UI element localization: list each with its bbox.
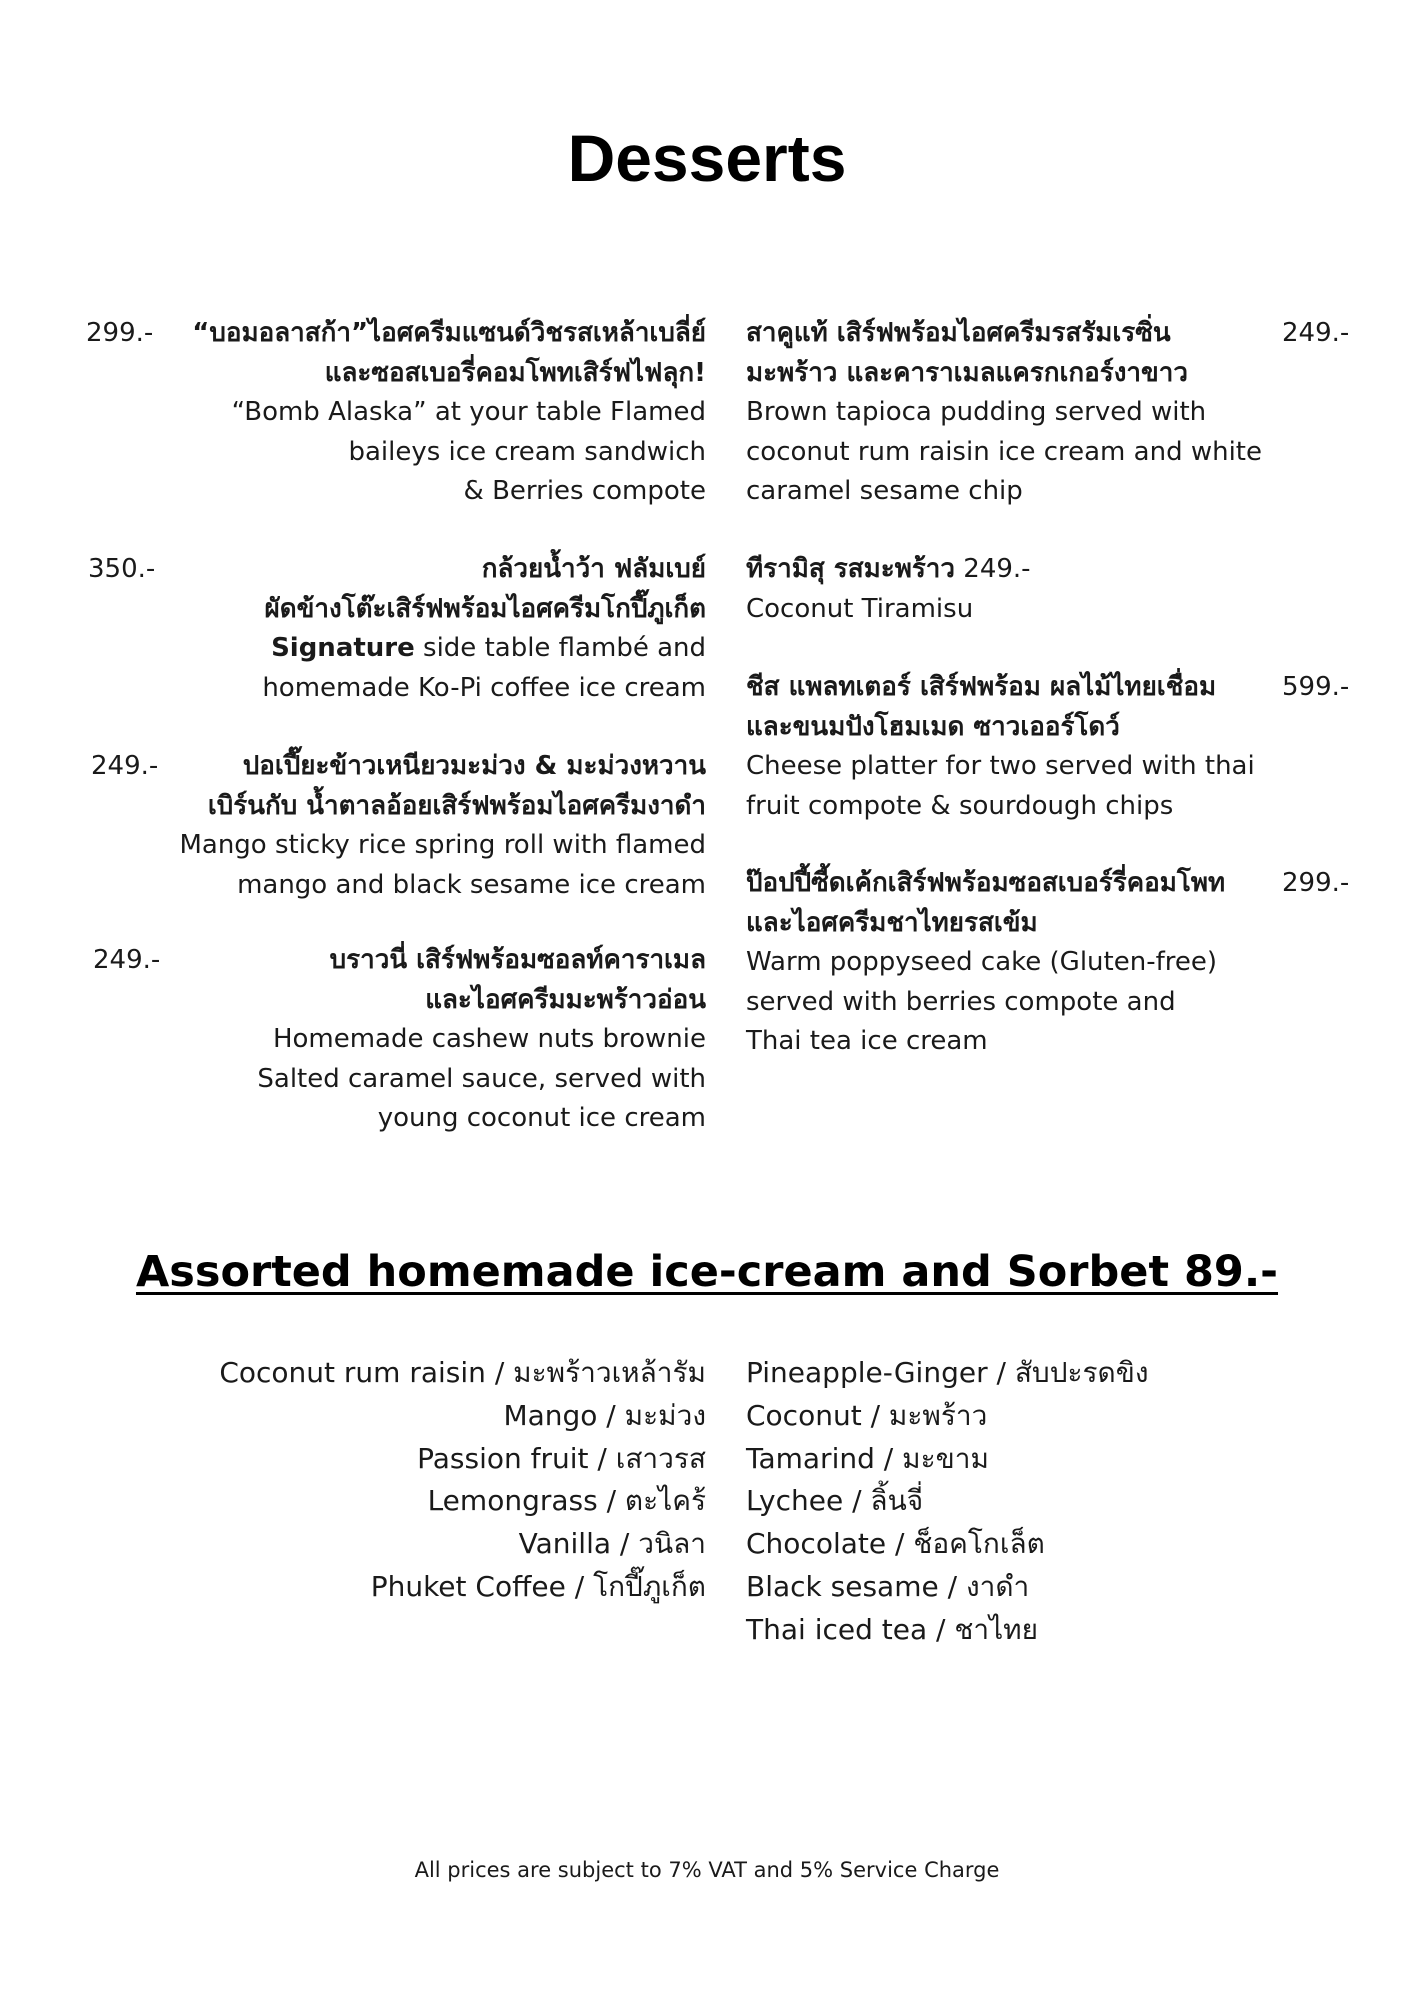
item-thai-name: และไอศครีมมะพร้าวอ่อน bbox=[425, 984, 706, 1015]
flavor-item: Coconut rum raisin / มะพร้าวเหล้ารัม bbox=[219, 1356, 706, 1389]
item-thai-name: และขนมปังโฮมเมด ซาวเออร์โดว์ bbox=[746, 711, 1120, 742]
item-thai-name: บราวนี่ เสิร์ฟพร้อมซอลท์คาราเมล bbox=[329, 945, 706, 975]
flavor-item: Passion fruit / เสาวรส bbox=[417, 1441, 706, 1475]
flavor-item: Lemongrass / ตะไคร้ bbox=[427, 1484, 706, 1518]
item-description: & Berries compote bbox=[463, 476, 706, 506]
flavor-item: Lychee / ลิ้นจี่ bbox=[746, 1484, 924, 1518]
item-thai-name: เบิร์นกับ น้ำตาลอ้อยเสิร์ฟพร้อมไอศครีมงาดำ bbox=[207, 790, 706, 821]
item-thai-name: และไอศครีมชาไทยรสเข้ม bbox=[746, 907, 1038, 938]
menu-item-mango-spring-roll bbox=[146, 747, 706, 905]
item-description: served with berries compote and bbox=[746, 986, 1176, 1017]
item-description: caramel sesame chip bbox=[746, 476, 1023, 506]
menu-item-banana-flambe bbox=[146, 550, 706, 708]
item-thai-name: สาคูแท้ เสิร์ฟพร้อมไอศครีมรสรัมเรซิ่น bbox=[746, 318, 1171, 348]
item-thai-name: และซอสเบอรี่คอมโพทเสิร์ฟไฟลุก! bbox=[324, 357, 706, 388]
item-price: 249.- bbox=[93, 945, 161, 975]
item-description-rest: side table flambé and bbox=[414, 633, 706, 663]
flavor-item: Vanilla / วนิลา bbox=[518, 1527, 706, 1561]
item-thai-name: ผัดข้างโต๊ะเสิร์ฟพร้อมไอศครีมโกปี๊ภูเก็ต bbox=[264, 593, 706, 624]
item-description: coconut rum raisin ice cream and white bbox=[746, 436, 1262, 467]
item-description: Thai tea ice cream bbox=[746, 1026, 988, 1056]
flavor-item: Chocolate / ช็อคโกเล็ต bbox=[746, 1527, 1045, 1561]
item-description: Homemade cashew nuts brownie bbox=[272, 1024, 706, 1054]
flavor-item: Mango / มะม่วง bbox=[503, 1398, 706, 1432]
item-description: Coconut Tiramisu bbox=[746, 593, 974, 624]
flavor-item: Tamarind / มะขาม bbox=[746, 1441, 989, 1475]
item-description: Mango sticky rice spring roll with flamed bbox=[179, 830, 706, 860]
flavor-list-right bbox=[746, 1352, 1286, 1652]
page-title: Desserts bbox=[567, 121, 847, 195]
item-thai-name: ทีรามิสุ รสมะพร้าว bbox=[746, 554, 956, 584]
item-thai-name: ชีส แพลทเตอร์ เสิร์ฟพร้อม ผลไม้ไทยเชื่อม bbox=[746, 672, 1217, 702]
item-description: mango and black sesame ice cream bbox=[237, 869, 706, 900]
flavor-list-left bbox=[166, 1352, 706, 1609]
footer-note: All prices are subject to 7% VAT and 5% Service Charge bbox=[414, 1858, 1000, 1882]
item-thai-name: ป๊อปปี้ซี้ดเค้กเสิร์ฟพร้อมซอสเบอร์รี่คอมโพท bbox=[746, 868, 1226, 898]
item-thai-name: กล้วยน้ำว้า ฟลัมเบย์ bbox=[481, 554, 706, 584]
item-price: 299.- bbox=[1282, 868, 1350, 898]
flavor-item: Pineapple-Ginger / สับปะรดขิง bbox=[746, 1356, 1149, 1389]
item-price: 249.- bbox=[91, 751, 159, 781]
menu-item-cheese-platter bbox=[746, 668, 1286, 826]
flavor-item: Black sesame / งาดำ bbox=[746, 1569, 1030, 1603]
item-description: Brown tapioca pudding served with bbox=[746, 397, 1207, 427]
menu-item-brownie bbox=[146, 941, 706, 1139]
item-description: baileys ice cream sandwich bbox=[348, 436, 706, 467]
section-title-ice-cream: Assorted homemade ice-cream and Sorbet 89.- bbox=[135, 1247, 1279, 1297]
item-description: fruit compote & sourdough chips bbox=[746, 790, 1174, 821]
menu-item-coconut-tiramisu bbox=[746, 550, 1286, 629]
menu-item-poppyseed-cake bbox=[746, 864, 1286, 1062]
item-description: Cheese platter for two served with thai bbox=[746, 751, 1255, 781]
item-thai-name: มะพร้าว และคาราเมลแครกเกอร์งาขาว bbox=[746, 357, 1188, 388]
item-price: 299.- bbox=[86, 318, 154, 348]
flavor-item: Coconut / มะพร้าว bbox=[746, 1398, 988, 1432]
item-price: 249.- bbox=[1282, 318, 1350, 348]
item-thai-name: ปอเปี๊ยะข้าวเหนียวมะม่วง & มะม่วงหวาน bbox=[242, 751, 706, 781]
item-price: 350.- bbox=[88, 554, 156, 584]
flavor-item: Phuket Coffee / โกปี๊ภูเก็ต bbox=[370, 1569, 706, 1603]
item-description: Salted caramel sauce, served with bbox=[257, 1063, 706, 1094]
item-price: 599.- bbox=[1282, 672, 1350, 702]
flavor-item: Thai iced tea / ชาไทย bbox=[746, 1612, 1039, 1646]
item-description bbox=[146, 629, 706, 669]
menu-item-tapioca-pudding bbox=[746, 314, 1286, 512]
signature-label: Signature bbox=[271, 633, 415, 663]
menu-item-bomb-alaska bbox=[146, 314, 706, 512]
item-thai-name: “บอมอลาสก้า”ไอศครีมแซนด์วิชรสเหล้าเบลี่ย์ bbox=[192, 318, 706, 348]
item-description: “Bomb Alaska” at your table Flamed bbox=[231, 397, 706, 427]
item-description: young coconut ice cream bbox=[377, 1103, 706, 1133]
item-price: 249.- bbox=[955, 554, 1031, 584]
item-description: Warm poppyseed cake (Gluten-free) bbox=[746, 947, 1217, 977]
item-description: homemade Ko-Pi coffee ice cream bbox=[262, 672, 706, 703]
